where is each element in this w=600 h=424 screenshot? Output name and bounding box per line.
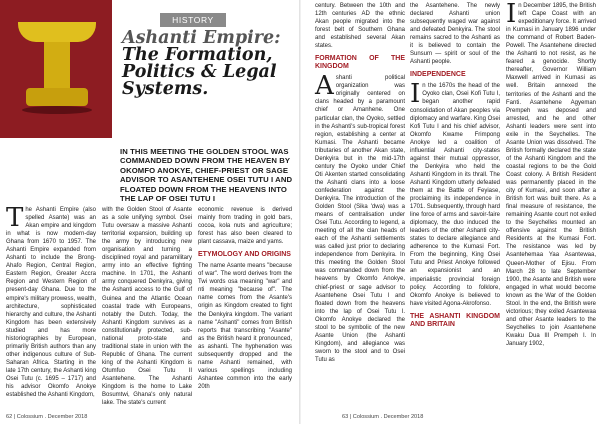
subhead-britain: THE ASHANTI KINGDOM AND BRITAIN <box>410 312 500 328</box>
body-text: the Asantehene. The newly declared Ashanti union subsequently waged war against and defeated Denkyira. The stool remains sacred to the Ashanti as it is believed to contain the Sunsum — spirit or soul of the Ashanti people. <box>410 3 500 66</box>
column-5 <box>410 2 500 332</box>
subhead-independence: INDEPENDENCE <box>410 71 466 79</box>
body-text: The name Asante means "because of war". The word derives from the Twi words osa meaning "war" and nti meaning "because of". The name comes from the Asante's origin as Kingdom created to fight the Denkyira kingdom. The variant name "Ashanti" comes from British reports that transcribing "Asante" as the British heard it pronounced, as ashanti. The hyphenation was subsequently dropped and the name Ashanti remained, with various spellings including Ashantee common into the early 20th <box>198 263 292 390</box>
paragraph <box>315 71 405 364</box>
dropcap: I <box>506 0 517 29</box>
headline-line-1: Ashanti Empire: <box>122 28 281 48</box>
page-number: 62 <box>6 414 13 420</box>
body-text: n December 1895, the British left Cape Coast with an expeditionary force. It arrived in Kumasi in January 1896 under the command of Robert Baden-Powell. The Asantehene directed the Ashanti to not resist, as he feared a genocide. Shortly thereafter, Governor William Maxwell arrived in Kumasi as well. Britain annexed the territories of the Ashanti and the Fanti. Asantehene Agyeman Prempeh was deposed and arrested, and he and other Ashanti leaders were sent into exile in the Seychelles. The Asante Union was dissolved. The British formally declared the state of the Ashanti Kingdom and the coastal regions to be the Gold Coast colony. A British Resident was permanently placed in the city of Kumasi, and soon after a British fort was built there. As a final measure of resistance, the remaining Asante court not exiled to the Seychelles mounted an offensive against the British Residents at the Kumasi Fort. The resistance was led by Asantehemaa Yaa Asantewaa, Queen-Mother of Ejisu. From March 28 to late September 1900, the Asante and British were engaged in what would become known as the War of the Golden Stool. In the end, the British were victorious; they exiled Asantewaa and other Asante leaders to the Seychelles to join Asantehene Kwaku Dua III Prempeh I. In January 1902, <box>506 3 596 347</box>
paragraph <box>506 2 596 348</box>
column-1 <box>6 203 96 399</box>
hero <box>0 0 300 140</box>
page-footer: 62 | Colossium . December 2018 <box>6 414 88 420</box>
column-4 <box>315 2 405 364</box>
dropcap: A <box>315 71 334 102</box>
body-text: century. Between the 10th and 12th centuries AD the ethnic Akan people migrated into the forest belt of Southern Ghana and established several Akan states. <box>315 3 405 50</box>
dropcap: T <box>6 203 24 233</box>
column-6 <box>506 2 596 348</box>
body-text: shanti political organization was originally centered on clans headed by a paramount chief or Amanhene. One particular clan, the Oyoko, settled in the Ashanti's sub-tropical forest region, establishing a center at Kumasi. The Ashanti became tributaries of another Akan state, Denkyira but in the mid-17th century the Oyoko under Chief Oti Akenten started consolidating the Ashanti clans into a loose confederation against the Denkyira. The introduction of the Golden Stool (Sika 'dwa) was a means of centralisation under Osei Tutu. According to legend, a meeting of all the clan heads of each of the Ashanti settlements was called just prior to declaring independence from Denkyira. In this meeting the Golden Stool was commanded down from the heavens by Okomfo Anokye, chief-priest or sage advisor to Asantehene Osei Tutu I and floated down from the heavens into the lap of Osei Tutu I. Okomfo Anokye declared the stool to be symbolic of the new Asante Union (the Ashanti Kingdom), and allegiance was sworn to the stool and to Osei Tutu as <box>315 75 405 363</box>
body-text: with the Golden Stool of Asante as a sole unifying symbol. Osei Tutu oversaw a massive Ashanti territorial expansion, building up the army by introducing new organisation and turning a disciplined royal and paramilitary army into an effective fighting machine. In 1701, the Ashanti army conquered Denkyira, giving the Ashanti access to the Gulf of Guinea and the Atlantic Ocean coastal trade with Europeans, notably the Dutch. Today, the Ashanti Kingdom survives as a constitutionally protected, sub-national proto-state and traditional state in union with the Republic of Ghana. The current king of the Ashanti Kingdom is Otumfuo Osei Tutu II Asantehene. The Ashanti Kingdom is the home to Lake Bosumtwi, Ghana's only natural lake. The state's current <box>102 207 192 407</box>
section-tab: HISTORY <box>160 13 226 27</box>
headline-line-2: The Formation, Politics & Legal Systems. <box>122 45 277 99</box>
golden-stool-photo <box>0 0 112 138</box>
dropcap: I <box>410 79 421 110</box>
paragraph <box>6 203 96 399</box>
paragraph <box>410 79 500 307</box>
column-3 <box>198 206 292 391</box>
golden-stool-icon <box>18 22 96 116</box>
footer-date: December 2018 <box>47 414 88 420</box>
body-text: n the 1670s the head of the Oyoko clan, Osei Kofi Tutu I, began another rapid consolidation of Akan peoples via diplomacy and warfare. King Osei Kofi Tutu I and his chief advisor, Okomfo Kwame Frimpong Anokye led a coalition of influential Ashanti city-states against their mutual oppressor, the Denkyira who held the Ashanti Kingdom in its thrall. The Ashanti Kingdom utterly defeated them at the Battle of Feyiase, proclaiming its independence in 1701. Subsequently, through hard line force of arms and savoir-faire diplomacy, the duo induced the leaders of the other Ashanti city-states to declare allegiance and adherence to the Kumasi Fort. From the beginning, King Osei Tutu and Priest Anokye followed an expansionist and an imperialistic provincial foreign policy. According to folklore, Okomfo Anokye is believed to have visited Agona-Akrofonso. <box>410 83 500 307</box>
footer-date: December 2018 <box>383 414 424 420</box>
body-text: economic revenue is derived mainly from trading in gold bars, cocoa, kola nuts and agriculture; forest has also been cleared to plant cassava, maize and yams. <box>198 207 292 246</box>
page-number: 63 <box>342 414 349 420</box>
standfirst: IN THIS MEETING THE GOLDEN STOOL WAS COMMANDED DOWN FROM THE HEAVEN BY OKOMFO ANOKYE, CHIEF-PRIEST OR SAGE ADVISOR TO ASANTEHENE OSEI TUTU I AND FLOATED DOWN FROM THE HEAVENS INTO THE LAP OF OSEI TUTU I <box>120 147 293 204</box>
column-2 <box>102 206 192 407</box>
footer-brand: Colossium <box>16 414 43 420</box>
page-footer: 63 | Colossium . December 2018 <box>342 414 424 420</box>
right-page <box>300 0 600 424</box>
body-text: he Ashanti Empire (also spelled Asante) was an Akan empire and kingdom in what is now modern-day Ghana from 1670 to 1957. The Ashanti Empire expanded from Ashanti to include the Brong-Ahafo Region, Central Region, Eastern Region, Greater Accra Region and Western Region of present-day Ghana. Due to the empire's military prowess, wealth, architecture, sophisticated hierarchy and culture, the Ashanti Kingdom has been extensively studied and has more historiographies by European, primarily British authors than any other indigenous culture of Sub-Saharan Africa. Starting in the late 17th century, the Ashanti king Osei Tutu (c. 1695 – 1717) and his advisor Okomfo Anokye established the Ashanti Kingdom, <box>6 207 96 399</box>
footer-brand: Colossium <box>352 414 379 420</box>
subhead-formation: FORMATION OF THE KINGDOM <box>315 55 405 71</box>
headline <box>122 30 298 98</box>
subhead-etymology: ETYMOLOGY AND ORIGINS <box>198 251 291 259</box>
